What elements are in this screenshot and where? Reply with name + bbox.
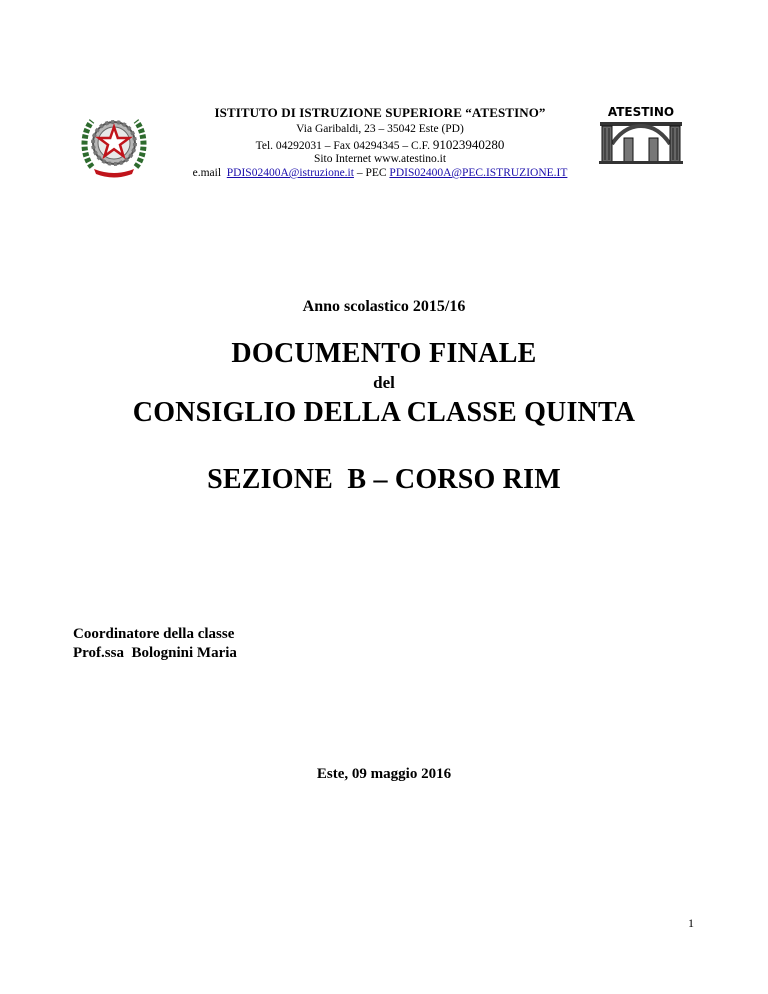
school-name: ISTITUTO DI ISTRUZIONE SUPERIORE “ATESTINO” xyxy=(214,105,546,120)
phones-prefix: Tel. 04292031 – Fax 04294345 – C.F. xyxy=(255,140,433,152)
email-prefix: e.mail xyxy=(192,167,222,179)
page-number: 1 xyxy=(688,916,694,930)
document-title: DOCUMENTO FINALE xyxy=(231,338,537,369)
pec-link[interactable]: PDIS02400A@PEC.ISTRUZIONE.IT xyxy=(389,167,568,179)
logo-text: ATESTINO xyxy=(607,105,675,119)
atestino-columns-logo-icon xyxy=(594,104,688,166)
school-email-line xyxy=(160,168,600,180)
school-year: Anno scolastico 2015/16 xyxy=(302,298,466,315)
school-phones xyxy=(160,138,600,153)
italian-republic-emblem-icon xyxy=(80,107,148,179)
email-link[interactable]: PDIS02400A@istruzione.it xyxy=(226,167,354,179)
place-date: Este, 09 maggio 2016 xyxy=(316,766,452,782)
document-council: CONSIGLIO DELLA CLASSE QUINTA xyxy=(132,397,636,428)
school-address: Via Garibaldi, 23 – 35042 Este (PD) xyxy=(296,123,464,135)
coordinator-label: Coordinatore della classe xyxy=(73,626,235,642)
tax-code: 91023940280 xyxy=(432,137,505,152)
pec-prefix: – PEC xyxy=(356,167,387,179)
school-website: Sito Internet www.atestino.it xyxy=(313,153,447,165)
coordinator-name: Prof.ssa Bolognini Maria xyxy=(73,645,237,661)
document-connector: del xyxy=(373,373,395,392)
document-section: SEZIONE B – CORSO RIM xyxy=(207,464,561,495)
